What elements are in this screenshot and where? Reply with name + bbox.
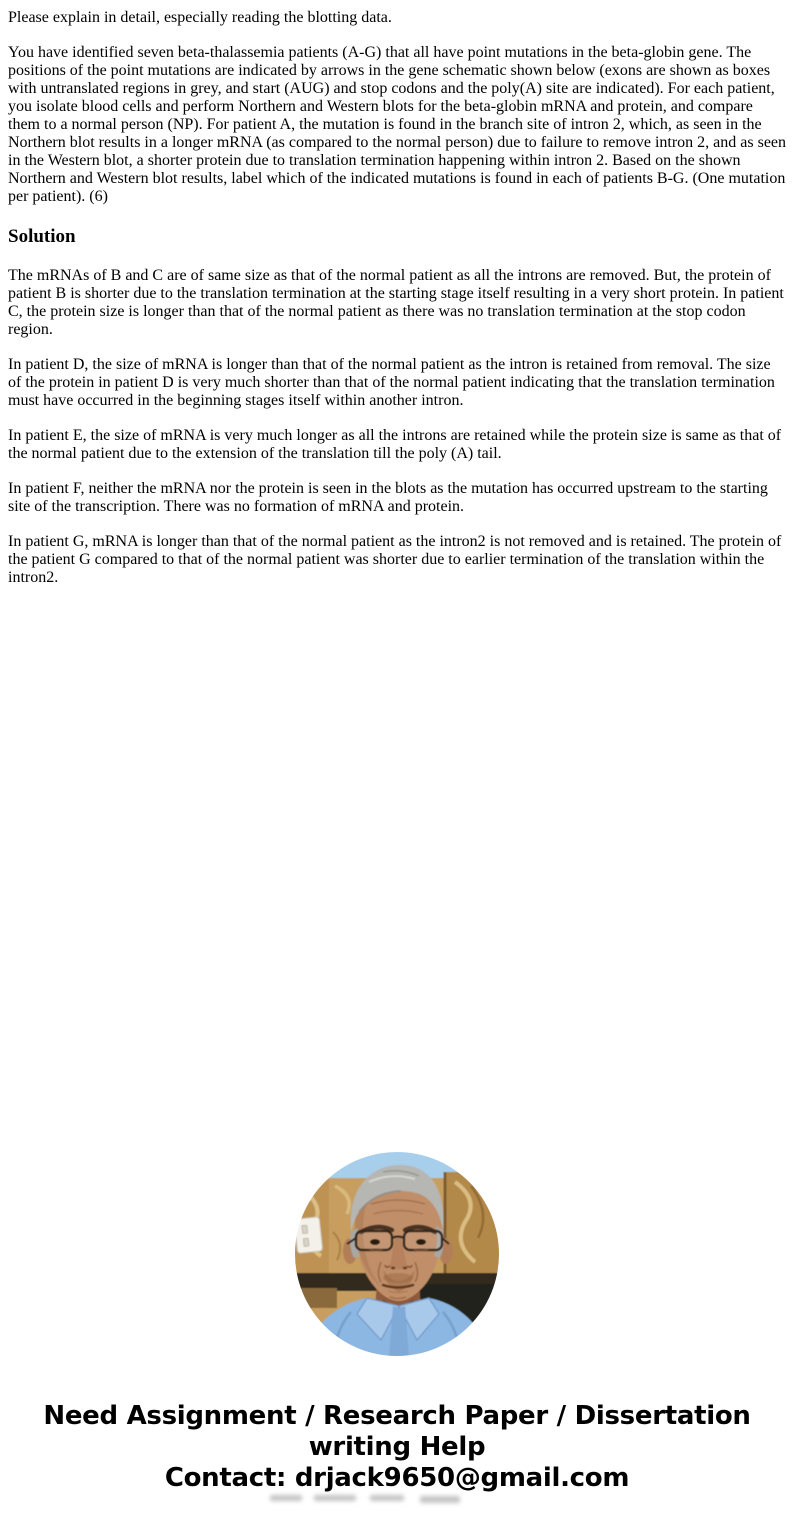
intro-paragraph: Please explain in detail, especially reading the blotting data. [8,9,392,26]
footer-help-line-1: Need Assignment / Research Paper / Dissertation [43,1401,751,1431]
document-body [0,0,794,604]
footer-help-line-2: writing Help [308,1432,486,1462]
footer-banner [0,1401,794,1494]
blurred-watermark-fragment [370,1495,404,1501]
footer-contact-email: Contact: drjack9650@gmail.com [164,1463,630,1493]
solution-paragraph-g: In patient G, mRNA is longer than that of the normal patient as the intron2 is not removed and is retained. The protein of the patient G compared to that of the normal patient was shorter due to earlier termination of the translation within the intron2. [8,533,782,586]
solution-paragraph-bc: The mRNAs of B and C are of same size as that of the normal patient as all the introns are removed. But, the protein of patient B is shorter due to the translation termination at the starting stage itself resulting in a very short protein. In patient C, the protein size is longer than that of the normal patient as there was no translation termination at the stop codon region. [8,267,784,338]
solution-heading: Solution [8,226,76,247]
solution-paragraph-f: In patient F, neither the mRNA nor the protein is seen in the blots as the mutation has occurred upstream to the starting site of the transcription. There was no formation of mRNA and protein. [8,480,768,515]
blurred-watermark-fragment [314,1495,356,1501]
solution-paragraph-d: In patient D, the size of mRNA is longer than that of the normal patient as the intron is retained from removal. The size of the protein in patient D is very much shorter than that of the normal patient indicating that the translation termination must have occurred in the beginning stages itself within another intron. [8,356,775,409]
wall-switch-plate [295,1217,323,1253]
author-portrait-image [295,1152,499,1356]
question-paragraph: You have identified seven beta-thalassemia patients (A-G) that all have point mutations in the beta-globin gene. The positions of the point mutations are indicated by arrows in the gene schematic shown below (exons are shown as boxes with untranslated regions in grey, and start (AUG) and stop codons and the poly(A) site are indicated). For each patient, you isolate blood cells and perform Northern and Western blots for the beta-globin mRNA and protein, and compare them to a normal person (NP). For patient A, the mutation is found in the branch site of intron 2, which, as seen in the Northern blot results in a longer mRNA (as compared to the normal person) due to failure to remove intron 2, and as seen in the Western blot, a shorter protein due to translation termination happening within intron 2. Based on the shown Northern and Western blot results, label which of the indicated mutations is found in each of patients B-G. (One mutation per patient). (6) [8,44,787,205]
blurred-watermark-fragment [270,1495,302,1501]
author-avatar [295,1152,499,1356]
solution-paragraph-e: In patient E, the size of mRNA is very much longer as all the introns are retained while the protein size is same as that of the normal patient due to the extension of the translation till the poly (A) tail. [8,427,782,462]
blurred-watermark-fragment [420,1496,460,1503]
